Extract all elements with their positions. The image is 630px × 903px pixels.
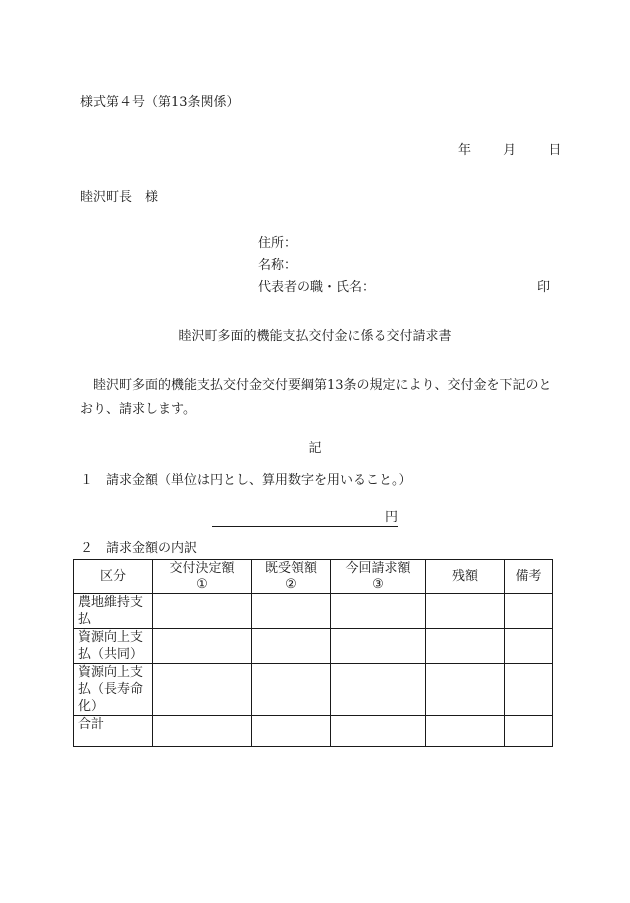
cell-current[interactable] bbox=[331, 629, 426, 664]
section-1-text: 請求金額（単位は円とし、算用数字を用いること。） bbox=[106, 473, 412, 488]
row-category-label: 農地維持支払 bbox=[74, 594, 153, 629]
date-day-label: 日 bbox=[548, 143, 562, 158]
cell-remaining[interactable] bbox=[426, 594, 505, 629]
cell-remarks[interactable] bbox=[505, 629, 553, 664]
date-line bbox=[458, 143, 561, 159]
cell-current[interactable] bbox=[331, 594, 426, 629]
cell-decided[interactable] bbox=[153, 629, 252, 664]
representative-row bbox=[258, 280, 550, 296]
row-category-label: 合計 bbox=[74, 716, 153, 747]
cell-remarks[interactable] bbox=[505, 664, 553, 716]
cell-decided[interactable] bbox=[153, 664, 252, 716]
form-number: 様式第４号（第13条関係） bbox=[80, 95, 240, 110]
table-row bbox=[74, 629, 553, 664]
section-2-heading bbox=[80, 541, 197, 557]
seal-mark: 印 bbox=[536, 280, 550, 295]
header-remaining: 残額 bbox=[426, 560, 505, 594]
header-decided-amount bbox=[153, 560, 252, 594]
header-remarks: 備考 bbox=[505, 560, 553, 594]
ki-heading: 記 bbox=[308, 441, 322, 456]
applicant-block bbox=[258, 236, 550, 302]
section-2-number: ２ bbox=[80, 541, 94, 556]
header-category: 区分 bbox=[74, 560, 153, 594]
header-received-label: 既受領額 bbox=[264, 560, 317, 576]
cell-remarks[interactable] bbox=[505, 716, 553, 747]
addressee: 睦沢町長 様 bbox=[80, 190, 159, 205]
cell-received[interactable] bbox=[252, 594, 331, 629]
cell-remarks[interactable] bbox=[505, 594, 553, 629]
table-row bbox=[74, 594, 553, 629]
header-current-mark: ③ bbox=[372, 576, 384, 592]
cell-current[interactable] bbox=[331, 664, 426, 716]
date-month-label: 月 bbox=[503, 143, 517, 158]
cell-remaining[interactable] bbox=[426, 629, 505, 664]
cell-decided[interactable] bbox=[153, 594, 252, 629]
section-2-text: 請求金額の内訳 bbox=[106, 541, 198, 556]
table-row bbox=[74, 716, 553, 747]
name-label: 名称： bbox=[258, 258, 298, 273]
row-category-label: 資源向上支払（長寿命化） bbox=[74, 664, 153, 716]
cell-remaining[interactable] bbox=[426, 716, 505, 747]
header-current-label: 今回請求額 bbox=[345, 560, 411, 576]
date-year-label: 年 bbox=[458, 143, 472, 158]
cell-current[interactable] bbox=[331, 716, 426, 747]
body-paragraph: 睦沢町多面的機能支払交付金交付要綱第13条の規定により、交付金を下記のとおり、請求します。 bbox=[80, 378, 552, 417]
header-decided-mark: ① bbox=[196, 576, 208, 592]
document-title: 睦沢町多面的機能支払交付金に係る交付請求書 bbox=[178, 329, 452, 344]
amount-unit: 円 bbox=[384, 510, 398, 525]
cell-remaining[interactable] bbox=[426, 664, 505, 716]
header-current-request bbox=[331, 560, 426, 594]
amount-field[interactable] bbox=[212, 510, 398, 527]
cell-received[interactable] bbox=[252, 629, 331, 664]
header-decided-label: 交付決定額 bbox=[169, 560, 235, 576]
cell-decided[interactable] bbox=[153, 716, 252, 747]
table-header-row bbox=[74, 560, 553, 594]
section-1-heading bbox=[80, 473, 412, 489]
cell-received[interactable] bbox=[252, 716, 331, 747]
cell-received[interactable] bbox=[252, 664, 331, 716]
header-received-amount bbox=[252, 560, 331, 594]
section-1-number: １ bbox=[80, 473, 94, 488]
breakdown-table bbox=[73, 559, 553, 747]
address-label: 住所： bbox=[258, 236, 298, 251]
representative-label: 代表者の職・氏名： bbox=[258, 280, 376, 295]
table-row bbox=[74, 664, 553, 716]
header-received-mark: ② bbox=[285, 576, 297, 592]
row-category-label: 資源向上支払（共同） bbox=[74, 629, 153, 664]
